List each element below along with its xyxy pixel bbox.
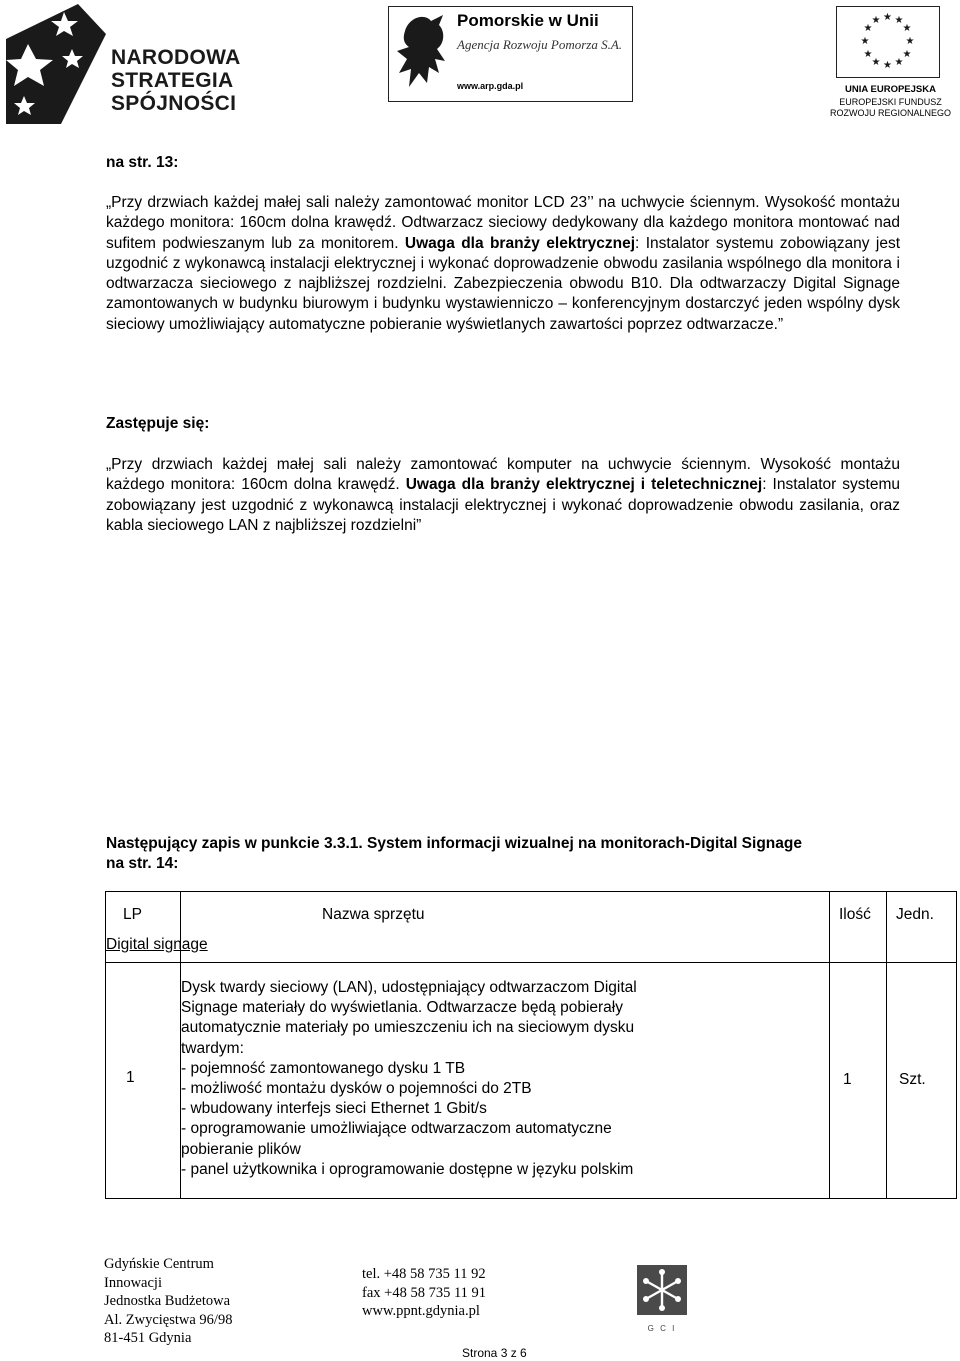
gci-logo — [636, 1264, 688, 1336]
svg-text:★: ★ — [863, 23, 873, 34]
nss-logo-text: NARODOWA STRATEGIA SPÓJNOŚCI — [111, 46, 241, 115]
svg-text:★: ★ — [902, 23, 912, 34]
nss-logo — [6, 4, 306, 124]
section-heading-3-3-1: Następujący zapis w punkcie 3.3.1. System informacji wizualnej na monitorach-Digital Signage na str. 14: — [106, 835, 802, 873]
row-unit: Szt. — [899, 1071, 926, 1088]
footer-contact: tel. +48 58 735 11 92 fax +48 58 735 11 91 www.ppnt.gdynia.pl — [362, 1266, 487, 1320]
table-divider — [106, 962, 956, 963]
pomorskie-title: Pomorskie w Unii — [457, 11, 599, 30]
svg-text:★: ★ — [863, 49, 873, 60]
gci-emblem-icon — [636, 1264, 688, 1322]
eu-fund: EUROPEJSKI FUNDUSZ ROZWOJU REGIONALNEGO — [829, 97, 951, 118]
pomorskie-logo — [388, 6, 633, 102]
table-header-qty: Ilość — [839, 906, 871, 923]
svg-text:★: ★ — [894, 57, 904, 68]
table-divider — [886, 892, 887, 1198]
svg-text:★: ★ — [860, 36, 870, 47]
griffin-icon — [395, 11, 451, 95]
equipment-table — [105, 891, 957, 1199]
row-lp: 1 — [126, 1069, 135, 1086]
row-description: Dysk twardy sieciowy (LAN), udostępniający odtwarzaczom Digital Signage materiały do wyświetlania. Odtwarzacze będą pobierały automatycznie materiały po umieszczeniu ich na sieciowym dysku twardym: - pojemność zamontowanego dysku 1 TB - możliwość montażu dysków o pojemności do 2TB - wbudowany interfejs sieci Ethernet 1 Gbit/s - oprogramowanie umożliwiające odtwarzaczom automatyczne pobieranie plików - panel użytkownika i oprogramowanie dostępne w języku polskim — [181, 979, 637, 1178]
svg-text:★: ★ — [883, 12, 892, 23]
svg-text:★: ★ — [883, 60, 892, 71]
table-divider — [829, 892, 830, 1198]
gci-label: G C I — [647, 1324, 677, 1333]
eu-logo — [828, 6, 953, 116]
pomorskie-agency: Agencja Rozwoju Pomorza S.A. — [457, 37, 623, 52]
svg-text:★: ★ — [894, 15, 904, 26]
footer-address: Gdyńskie Centrum Innowacji Jednostka Budżetowa Al. Zwycięstwa 96/98 81-451 Gdynia — [104, 1256, 233, 1347]
nss-emblem-icon — [6, 4, 106, 124]
page-number: Strona 3 z 6 — [462, 1346, 527, 1360]
eu-flag — [836, 6, 940, 78]
row-qty: 1 — [843, 1071, 852, 1088]
section-label-page-13: na str. 13: — [106, 154, 179, 171]
eu-name: UNIA EUROPEJSKA — [845, 84, 936, 95]
replacement-label: Zastępuje się: — [106, 415, 210, 432]
table-header-lp: LP — [123, 906, 142, 923]
eu-stars-icon — [837, 7, 938, 76]
svg-text:★: ★ — [902, 49, 912, 60]
svg-text:★: ★ — [871, 15, 881, 26]
pomorskie-url: www.arp.gda.pl — [457, 81, 524, 91]
svg-text:★: ★ — [871, 57, 881, 68]
original-text-paragraph: „Przy drzwiach każdej małej sali należy zamontować monitor LCD 23’’ na uchwycie ściennym. Wysokość montażu każdego monitora: 160cm dolna krawędź. Odtwarzacz sieciowy dedykowany dla każdego monitora montować nad sufitem podwieszanym lub za monitorem. Uwaga dla branży elektrycznej: Instalator systemu zobowiązany jest uzgodnić z wykonawcą instalacji elektrycznej i wykonać doprowadzenie obwodu zasilania wspólnego dla monitora i odtwarzacza sieciowego z najbliższej rozdzielni. Zabezpieczenia obwodu B10. Dla odtwarzaczy Digital Signage zamontowanych w budynku biurowym i budynku wystawienniczo – konferencyjnym dostarczyć jeden wspólny dysk sieciowy umożliwiający automatyczne pobieranie wyświetlanych zawartości poprzez odtwarzacze.” — [106, 194, 900, 333]
table-category: Digital signage — [106, 936, 208, 953]
svg-text:★: ★ — [905, 36, 915, 47]
table-header-unit: Jedn. — [896, 906, 934, 923]
table-header-name: Nazwa sprzętu — [322, 906, 425, 923]
replacement-text-paragraph: „Przy drzwiach każdej małej sali należy zamontować komputer na uchwycie ściennym. Wysokość montażu każdego monitora: 160cm dolna krawędź. Uwaga dla branży elektrycznej i teletechnicznej: Instalator systemu zobowiązany jest uzgodnić z wykonawcą instalacji elektrycznej i wykonać doprowadzenie obwodu zasilania, oraz kabla sieciowego LAN z najbliższej rozdzielni” — [106, 456, 900, 534]
